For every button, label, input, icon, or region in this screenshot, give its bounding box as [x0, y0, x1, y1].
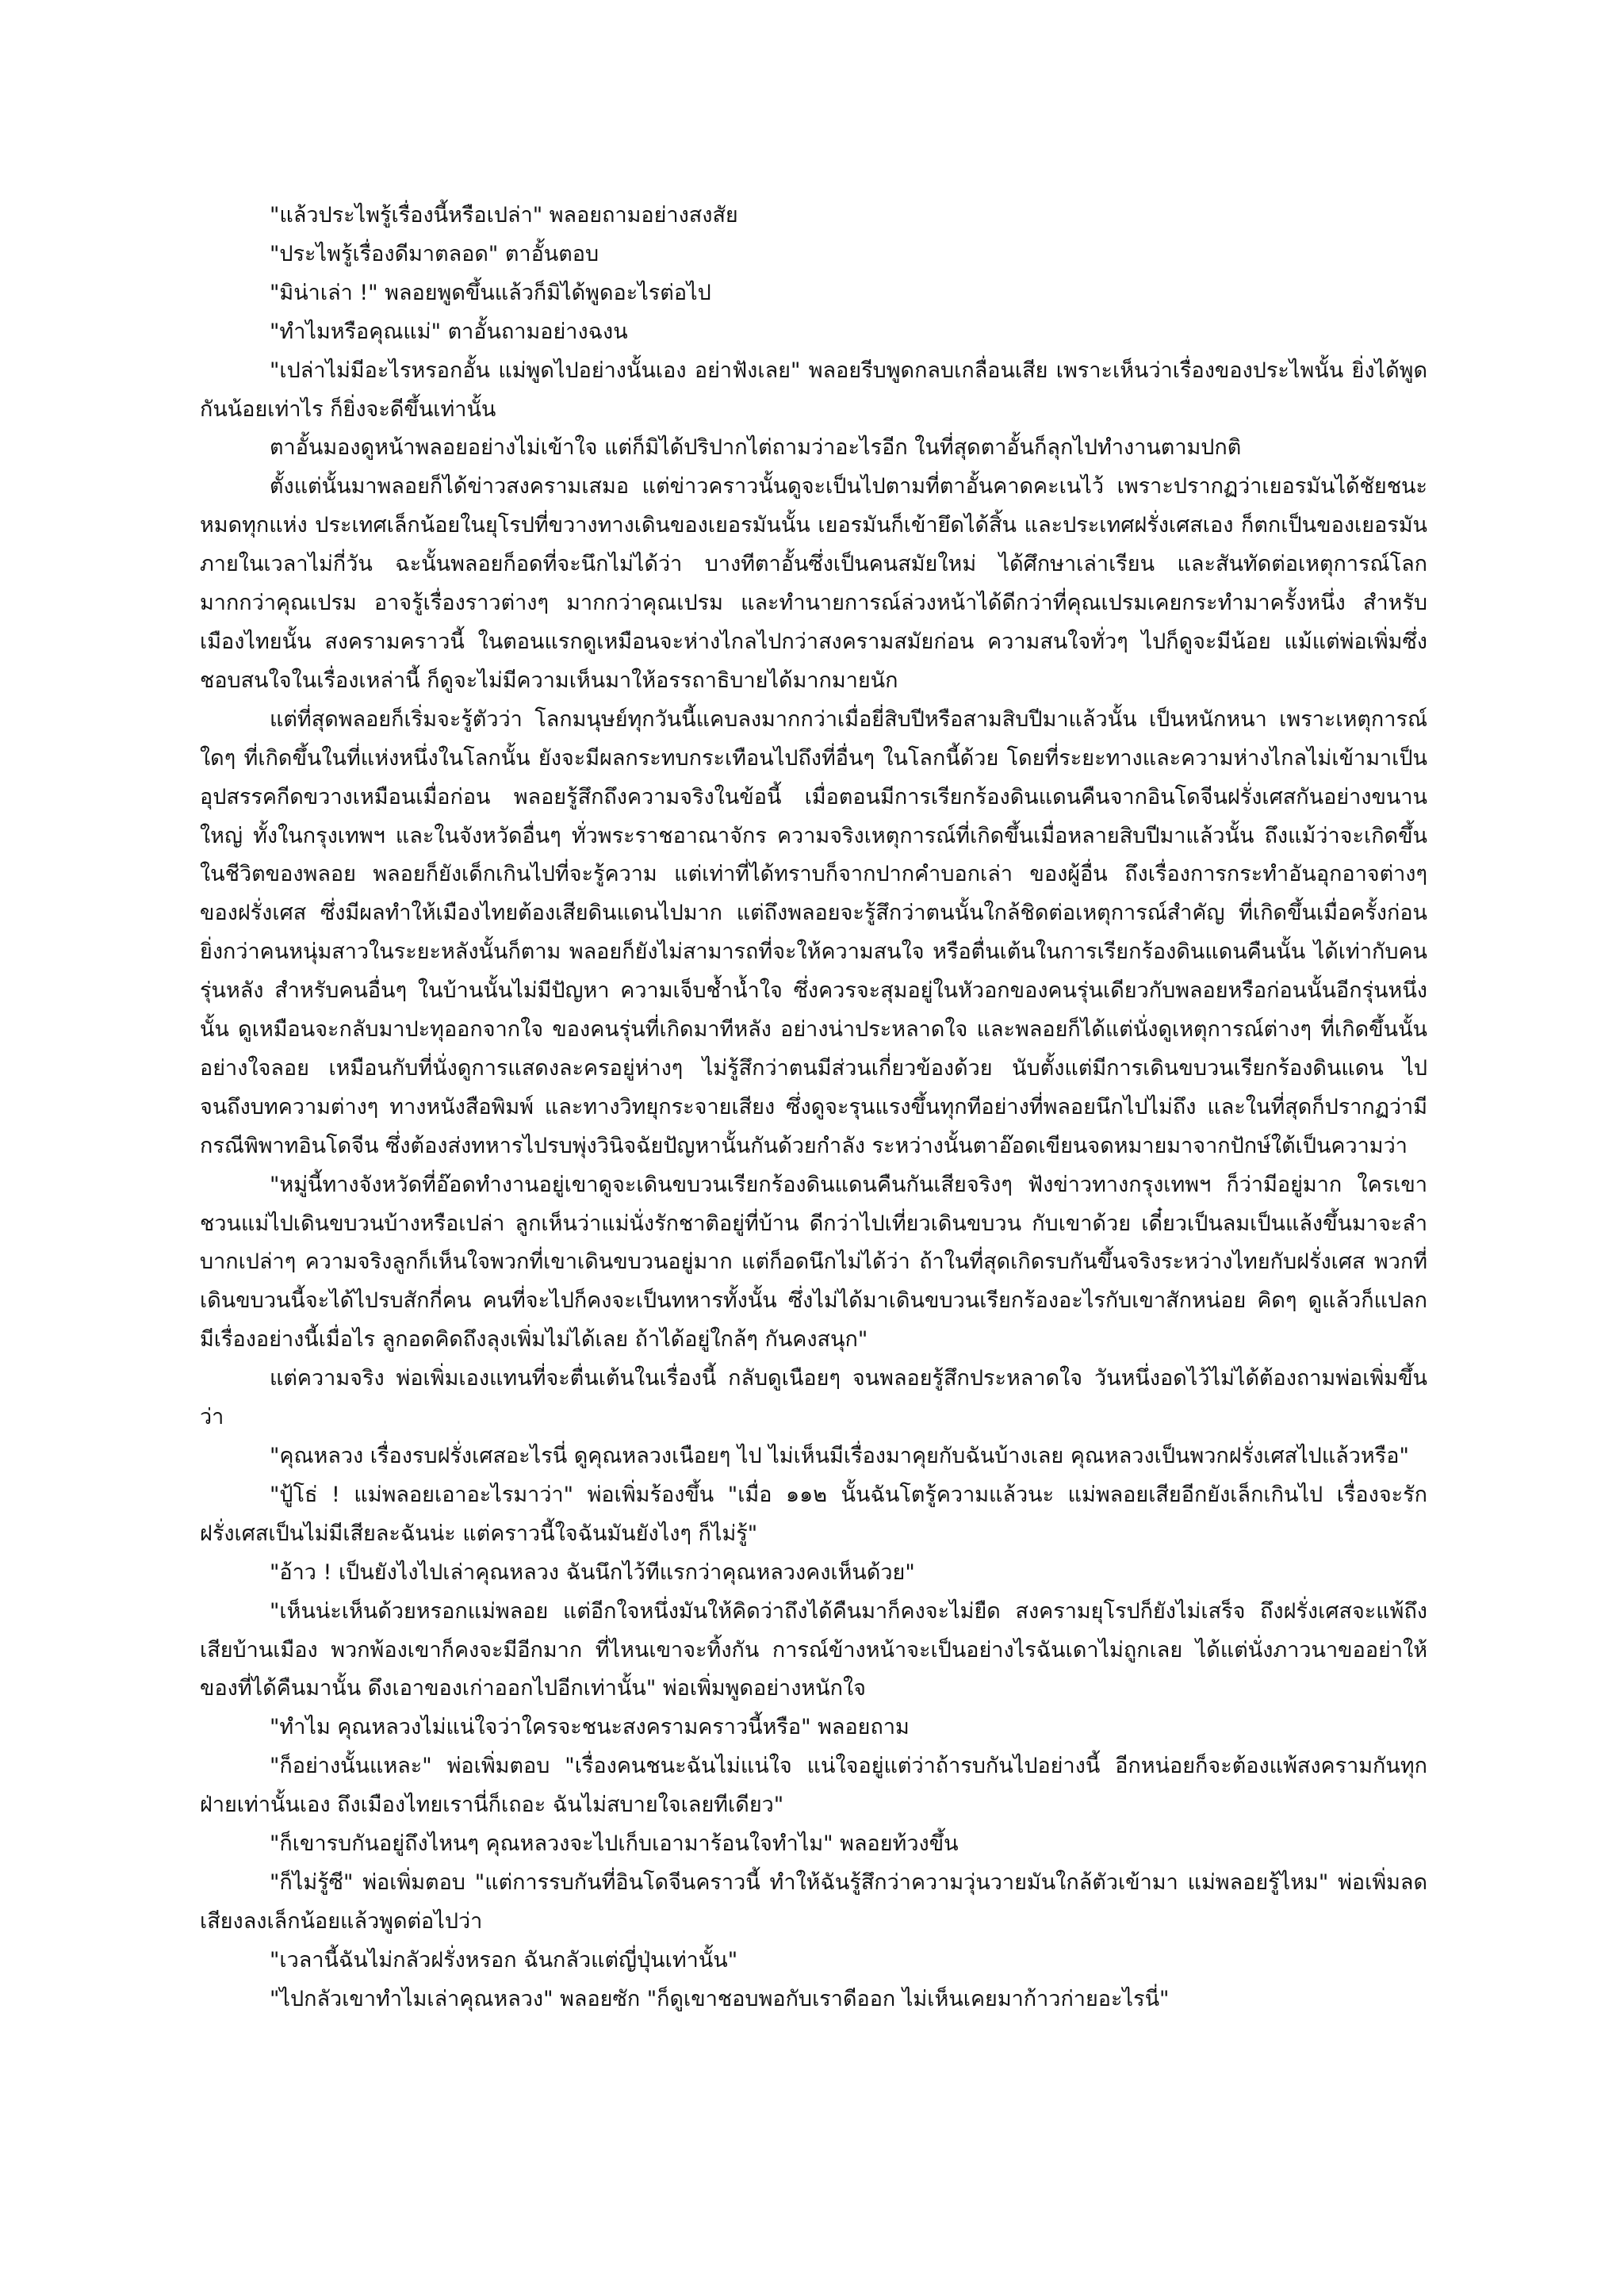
paragraph: ตั้งแต่นั้นมาพลอยก็ได้ข่าวสงครามเสมอ แต่ข่าวคราวนั้นดูจะเป็นไปตามที่ตาอั้นคาดคะเนไว้ เพราะปรากฏว่าเยอรมันได้ชัยชนะหมดทุกแห่ง ประเทศเล็กน้อยในยุโรปที่ขวางทางเดินของเยอรมันนั้น เยอรมันก็เข้ายึดได้สิ้น และประเทศฝรั่งเศสเอง ก็ตกเป็นของเยอรมันภายในเวลาไม่กี่วัน ฉะนั้นพลอยก็อดที่จะนึกไม่ได้ว่า บางทีตาอั้นซึ่งเป็นคนสมัยใหม่ ได้ศึกษาเล่าเรียน และสันทัดต่อเหตุการณ์โลกมากกว่าคุณเปรม อาจรู้เรื่องราวต่างๆ มากกว่าคุณเปรม และทำนายการณ์ล่วงหน้าได้ดีกว่าที่คุณเปรมเคยกระทำมาครั้งหนึ่ง สำหรับเมืองไทยนั้น สงครามคราวนี้ ในตอนแรกดูเหมือนจะห่างไกลไปกว่าสงครามสมัยก่อน ความสนใจทั่วๆ ไปก็ดูจะมีน้อย แม้แต่พ่อเพิ่มซึ่งชอบสนใจในเรื่องเหล่านี้ ก็ดูจะไม่มีความเห็นมาให้อรรถาธิบายได้มากมายนัก	[200, 474, 1427, 693]
paragraph: "แล้วประไพรู้เรื่องนี้หรือเปล่า" พลอยถามอย่างสงสัย	[270, 203, 738, 228]
paragraph: "ไปกลัวเขาทำไมเล่าคุณหลวง" พลอยซัก "ก็ดูเขาชอบพอกับเราดีออก ไม่เห็นเคยมาก้าวก่ายอะไรนี่"	[270, 1986, 1170, 2011]
paragraph: "ปู้โธ่ ! แม่พลอยเอาอะไรมาว่า" พ่อเพิ่มร้องขึ้น "เมื่อ ๑๑๒ นั้นฉันโตรู้ความแล้วนะ แม่พลอยเสียอีกยังเล็กเกินไป เรื่องจะรักฝรั่งเศสเป็นไม่มีเสียละฉันน่ะ แต่คราวนี้ใจฉันมันยังไงๆ ก็ไม่รู้"	[200, 1482, 1427, 1546]
paragraph: "คุณหลวง เรื่องรบฝรั่งเศสอะไรนี่ ดูคุณหลวงเนือยๆ ไป ไม่เห็นมีเรื่องมาคุยกับฉันบ้างเลย คุณหลวงเป็นพวกฝรั่งเศสไปแล้วหรือ"	[270, 1444, 1409, 1468]
body-text	[200, 197, 1427, 2019]
paragraph: "ก็เขารบกันอยู่ถึงไหนๆ คุณหลวงจะไปเก็บเอามาร้อนใจทำไม" พลอยท้วงขึ้น	[270, 1831, 959, 1857]
paragraph: "เห็นน่ะเห็นด้วยหรอกแม่พลอย แต่อีกใจหนึ่งมันให้คิดว่าถึงได้คืนมาก็คงจะไม่ยืด สงครามยุโรปก็ยังไม่เสร็จ ถึงฝรั่งเศสจะแพ้ถึงเสียบ้านเมือง พวกพ้องเขาก็คงจะมีอีกมาก ที่ไหนเขาจะทิ้งกัน การณ์ข้างหน้าจะเป็นอย่างไรฉันเดาไม่ถูกเลย ได้แต่นั่งภาวนาขออย่าให้ของที่ได้คืนมานั้น ดึงเอาของเก่าออกไปอีกเท่านั้น" พ่อเพิ่มพูดอย่างหนักใจ	[200, 1598, 1427, 1701]
paragraph: "เปล่าไม่มีอะไรหรอกอั้น แม่พูดไปอย่างนั้นเอง อย่าฟังเลย" พลอยรีบพูดกลบเกลื่อนเสีย เพราะเห็นว่าเรื่องของประไพนั้น ยิ่งได้พูดกันน้อยเท่าไร ก็ยิ่งจะดีขึ้นเท่านั้น	[200, 358, 1427, 422]
paragraph: "ทำไมหรือคุณแม่" ตาอั้นถามอย่างฉงน	[270, 319, 628, 344]
paragraph: "ประไพรู้เรื่องดีมาตลอด" ตาอั้นตอบ	[270, 241, 599, 266]
paragraph: "เวลานี้ฉันไม่กลัวฝรั่งหรอก ฉันกลัวแต่ญี่ปุ่นเท่านั้น"	[270, 1947, 738, 1973]
paragraph: "มิน่าเล่า !" พลอยพูดขึ้นแล้วก็มิได้พูดอะไรต่อไป	[270, 280, 711, 305]
paragraph: "หมู่นี้ทางจังหวัดที่อ๊อดทำงานอยู่เขาดูจะเดินขบวนเรียกร้องดินแดนคืนกันเสียจริงๆ ฟังข่าวทางกรุงเทพฯ ก็ว่ามีอยู่มาก ใครเขาชวนแม่ไปเดินขบวนบ้างหรือเปล่า ลูกเห็นว่าแม่นั่งรักชาติอยู่ที่บ้าน ดีกว่าไปเที่ยวเดินขบวน กับเขาด้วย เดี๋ยวเป็นลมเป็นแล้งขึ้นมาจะลำบากเปล่าๆ ความจริงลูกก็เห็นใจพวกที่เขาเดินขบวนอยู่มาก แต่ก็อดนึกไม่ได้ว่า ถ้าในที่สุดเกิดรบกันขึ้นจริงระหว่างไทยกับฝรั่งเศส พวกที่เดินขบวนนี้จะได้ไปรบสักกี่คน คนที่จะไปก็คงจะเป็นทหารทั้งนั้น ซึ่งไม่ได้มาเดินขบวนเรียกร้องอะไรกับเขาสักหน่อย คิดๆ ดูแล้วก็แปลก มีเรื่องอย่างนี้เมื่อไร ลูกอดคิดถึงลุงเพิ่มไม่ได้เลย ถ้าได้อยู่ใกล้ๆ กันคงสนุก"	[200, 1172, 1427, 1353]
paragraph: แต่ที่สุดพลอยก็เริ่มจะรู้ตัวว่า โลกมนุษย์ทุกวันนี้แคบลงมากกว่าเมื่อยี่สิบปีหรือสามสิบปีมาแล้วนั้น เป็นหนักหนา เพราะเหตุการณ์ใดๆ ที่เกิดขึ้นในที่แห่งหนึ่งในโลกนั้น ยังจะมีผลกระทบกระเทือนไปถึงที่อื่นๆ ในโลกนี้ด้วย โดยที่ระยะทางและความห่างไกลไม่เข้ามาเป็นอุปสรรคกีดขวางเหมือนเมื่อก่อน พลอยรู้สึกถึงความจริงในข้อนี้ เมื่อตอนมีการเรียกร้องดินแดนคืนจากอินโดจีนฝรั่งเศสกันอย่างขนานใหญ่ ทั้งในกรุงเทพฯ และในจังหวัดอื่นๆ ทั่วพระราชอาณาจักร ความจริงเหตุการณ์ที่เกิดขึ้นเมื่อหลายสิบปีมาแล้วนั้น ถึงแม้ว่าจะเกิดขึ้นในชีวิตของพลอย พลอยก็ยังเด็กเกินไปที่จะรู้ความ แต่เท่าที่ได้ทราบก็จากปากคำบอกเล่า ของผู้อื่น ถึงเรื่องการกระทำอันอุกอาจต่างๆ ของฝรั่งเศส ซึ่งมีผลทำให้เมืองไทยต้องเสียดินแดนไปมาก แต่ถึงพลอยจะรู้สึกว่าตนนั้นใกล้ชิดต่อเหตุการณ์สำคัญ ที่เกิดขึ้นเมื่อครั้งก่อน ยิ่งกว่าคนหนุ่มสาวในระยะหลังนั้นก็ตาม พลอยก็ยังไม่สามารถที่จะให้ความสนใจ หรือตื่นเต้นในการเรียกร้องดินแดนคืนนั้น ได้เท่ากับคนรุ่นหลัง สำหรับคนอื่นๆ ในบ้านนั้นไม่มีปัญหา ความเจ็บช้ำน้ำใจ ซึ่งควรจะสุมอยู่ในหัวอกของคนรุ่นเดียวกับพลอยหรือก่อนนั้นอีกรุ่นหนึ่งนั้น ดูเหมือนจะกลับมาปะทุออกจากใจ ของคนรุ่นที่เกิดมาทีหลัง อย่างน่าประหลาดใจ และพลอยก็ได้แต่นั่งดูเหตุการณ์ต่างๆ ที่เกิดขึ้นนั้นอย่างใจลอย เหมือนกับที่นั่งดูการแสดงละครอยู่ห่างๆ ไม่รู้สึกว่าตนมีส่วนเกี่ยวข้องด้วย นับตั้งแต่มีการเดินขบวนเรียกร้องดินแดน ไปจนถึงบทความต่างๆ ทางหนังสือพิมพ์ และทางวิทยุกระจายเสียง ซึ่งดูจะรุนแรงขึ้นทุกทีอย่างที่พลอยนึกไปไม่ถึง และในที่สุดก็ปรากฏว่ามีกรณีพิพาทอินโดจีน ซึ่งต้องส่งทหารไปรบพุ่งวินิจฉัยปัญหานั้นกันด้วยกำลัง ระหว่างนั้นตาอ๊อดเขียนจดหมายมาจากปักษ์ใต้เป็นความว่า	[200, 706, 1427, 1158]
paragraph: "ทำไม คุณหลวงไม่แน่ใจว่าใครจะชนะสงครามคราวนี้หรือ" พลอยถาม	[270, 1715, 910, 1740]
paragraph: แต่ความจริง พ่อเพิ่มเองแทนที่จะตื่นเต้นในเรื่องนี้ กลับดูเนือยๆ จนพลอยรู้สึกประหลาดใจ วันหนึ่งอดไว้ไม่ได้ต้องถามพ่อเพิ่มขึ้นว่า	[200, 1366, 1427, 1430]
paragraph: "ก็ไม่รู้ซี" พ่อเพิ่มตอบ "แต่การรบกันที่อินโดจีนคราวนี้ ทำให้ฉันรู้สึกว่าความวุ่นวายมันใกล้ตัวเข้ามา แม่พลอยรู้ไหม" พ่อเพิ่มลดเสียงลงเล็กน้อยแล้วพูดต่อไปว่า	[200, 1869, 1427, 1934]
paragraph: "อ้าว ! เป็นยังไงไปเล่าคุณหลวง ฉันนึกไว้ทีแรกว่าคุณหลวงคงเห็นด้วย"	[270, 1559, 915, 1585]
paragraph: "ก็อย่างนั้นแหละ" พ่อเพิ่มตอบ "เรื่องคนชนะฉันไม่แน่ใจ แน่ใจอยู่แต่ว่าถ้ารบกันไปอย่างนี้ อีกหน่อยก็จะต้องแพ้สงครามกันทุกฝ่ายเท่านั้นเอง ถึงเมืองไทยเรานี่ก็เถอะ ฉันไม่สบายใจเลยทีเดียว"	[200, 1754, 1427, 1818]
paragraph: ตาอั้นมองดูหน้าพลอยอย่างไม่เข้าใจ แต่ก็มิได้ปริปากไต่ถามว่าอะไรอีก ในที่สุดตาอั้นก็ลุกไปทำงานตามปกติ	[270, 435, 1242, 461]
